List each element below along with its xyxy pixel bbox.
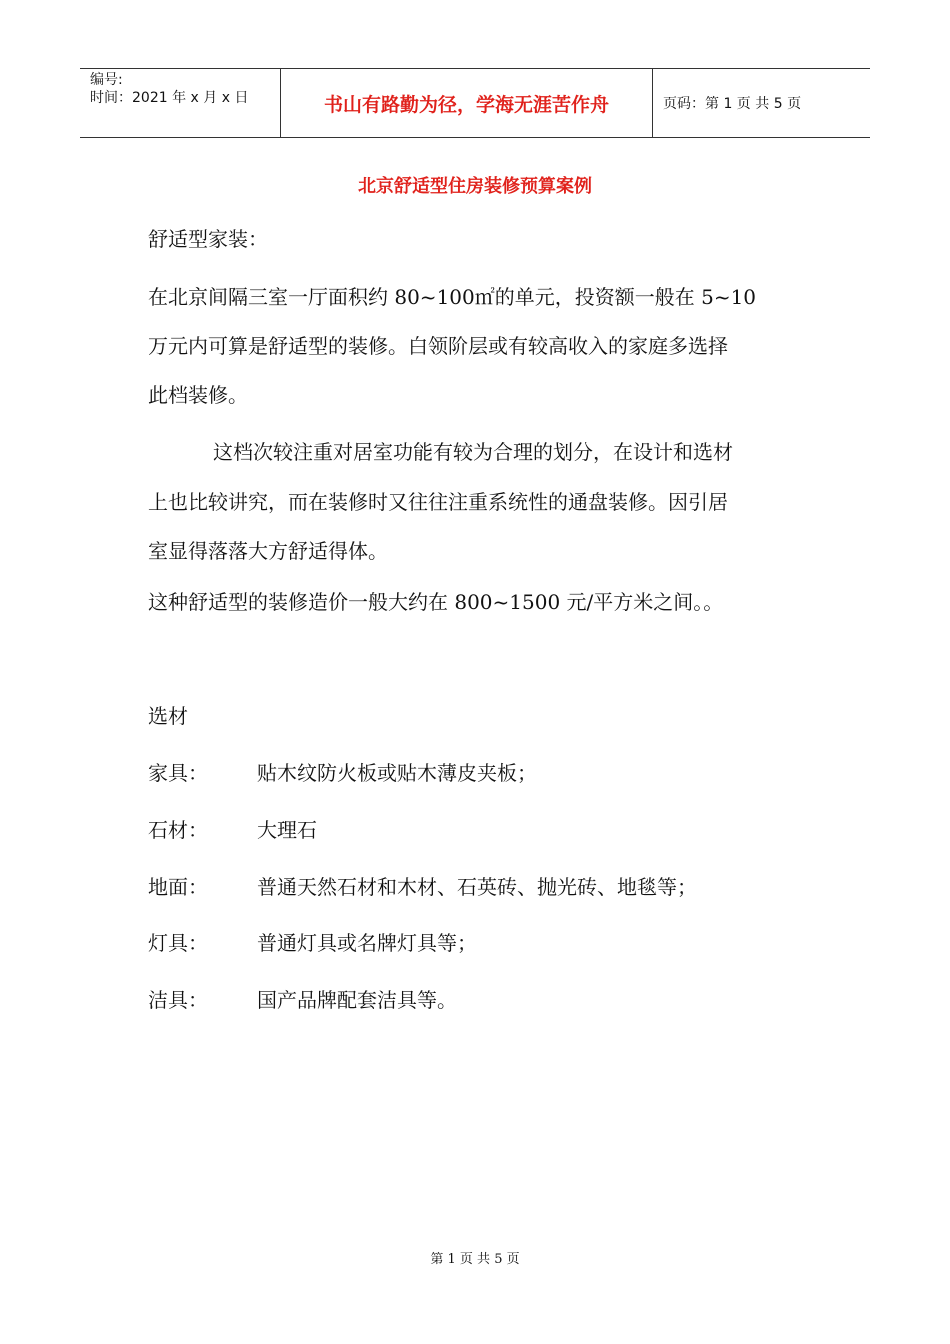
material-value-sanitary: 国产品牌配套洁具等。 xyxy=(257,988,457,1012)
material-label-sanitary: 洁具： xyxy=(148,988,208,1012)
intro-paragraph-2-line-1: 这档次较注重对居室功能有较为合理的划分，在设计和选材 xyxy=(213,440,733,464)
header-motto-cell xyxy=(280,69,653,137)
header-motto: 书山有路勤为径，学海无涯苦作舟 xyxy=(323,93,609,116)
materials-heading: 选材 xyxy=(148,704,188,728)
document-number-label: 编号: xyxy=(90,72,123,88)
material-value-lighting: 普通灯具或名牌灯具等； xyxy=(257,931,477,955)
material-value-furniture: 贴木纹防火板或贴木薄皮夹板； xyxy=(257,761,537,785)
intro-paragraph-2-line-2: 上也比较讲究，而在装修时又往往注重系统性的通盘装修。因引居 xyxy=(148,490,728,514)
intro-paragraph-1-line-1: 在北京间隔三室一厅面积约 80~100㎡的单元，投资额一般在 5~10 xyxy=(148,285,757,309)
material-value-floor: 普通天然石材和木材、石英砖、抛光砖、地毯等； xyxy=(257,875,697,899)
intro-paragraph-2-line-3: 室显得落落大方舒适得体。 xyxy=(148,539,388,563)
material-label-furniture: 家具： xyxy=(148,761,208,785)
price-range-paragraph: 这种舒适型的装修造价一般大约在 800~1500 元/平方米之间。。 xyxy=(148,590,724,614)
header-meta xyxy=(80,69,280,137)
page-footer: 第 1 页 共 5 页 xyxy=(430,1252,520,1267)
material-value-stone: 大理石 xyxy=(257,818,317,842)
material-label-floor: 地面： xyxy=(148,875,208,899)
material-label-lighting: 灯具： xyxy=(148,931,208,955)
document-date: 时间：2021 年 x 月 x 日 xyxy=(90,90,249,106)
intro-heading: 舒适型家装： xyxy=(148,227,268,251)
intro-paragraph-1-line-3: 此档装修。 xyxy=(148,383,248,407)
header-page-info: 页码：第 1 页 共 5 页 xyxy=(663,96,802,112)
material-label-stone: 石材： xyxy=(148,818,208,842)
document-header xyxy=(80,68,870,138)
document-title: 北京舒适型住房装修预算案例 xyxy=(358,176,592,197)
intro-paragraph-1-line-2: 万元内可算是舒适型的装修。白领阶层或有较高收入的家庭多选择 xyxy=(148,334,728,358)
